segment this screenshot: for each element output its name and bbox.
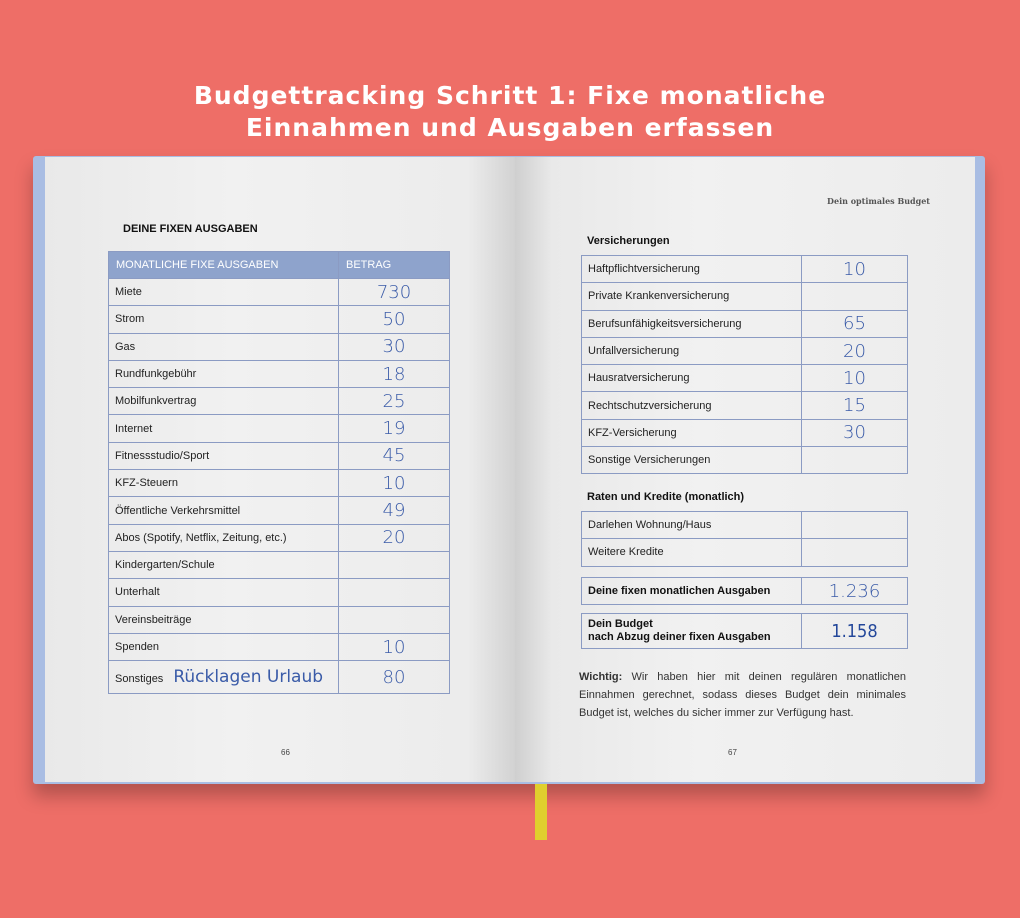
col-header-amount: BETRAG <box>339 252 450 279</box>
row-label: KFZ-Steuern <box>109 470 339 497</box>
loans-heading: Raten und Kredite (monatlich) <box>587 491 745 503</box>
row-value: 49 <box>339 497 450 524</box>
total-label: Deine fixen monatlichen Ausgaben <box>582 578 802 605</box>
col-header-expenses: MONATLICHE FIXE AUSGABEN <box>109 252 339 279</box>
total-value: 1.236 <box>802 578 908 605</box>
row-value: 50 <box>339 306 450 333</box>
table-row <box>109 360 450 387</box>
table-row <box>109 470 450 497</box>
row-label: Haftpflichtversicherung <box>582 256 802 283</box>
budget-label <box>582 614 802 649</box>
table-row <box>582 419 908 446</box>
important-note <box>579 668 906 722</box>
row-label: Unfallversicherung <box>582 337 802 364</box>
row-value: 10 <box>802 365 908 392</box>
page-number: 66 <box>281 748 290 757</box>
row-label: Private Krankenversicherung <box>582 283 802 310</box>
insurance-heading: Versicherungen <box>587 235 670 247</box>
page-number: 67 <box>728 748 737 757</box>
row-value: 18 <box>339 360 450 387</box>
table-row <box>109 551 450 578</box>
left-page <box>45 157 515 782</box>
row-label: KFZ-Versicherung <box>582 419 802 446</box>
bookmark-ribbon <box>535 784 547 840</box>
table-row <box>109 415 450 442</box>
row-label: Vereinsbeiträge <box>109 606 339 633</box>
budget-value: 1.158 <box>802 614 908 649</box>
table-row-other <box>109 661 450 694</box>
insurance-table <box>581 255 908 474</box>
table-row <box>109 333 450 360</box>
row-value: 30 <box>802 419 908 446</box>
table-row <box>582 310 908 337</box>
note-text: Wir haben hier mit deinen regulären monatlichen Einnahmen gerechnet, sodass dieses Budget dein minimales Budget ist, welches du sicher immer zur Verfügung hast. <box>579 671 906 719</box>
row-label: Rechtschutzversicherung <box>582 392 802 419</box>
table-row <box>582 512 908 539</box>
title-line-1: Budgettracking Schritt 1: Fixe monatliche <box>193 81 827 110</box>
table-row <box>109 606 450 633</box>
row-label: Mobilfunkvertrag <box>109 388 339 415</box>
row-value: 25 <box>339 388 450 415</box>
row-value: 19 <box>339 415 450 442</box>
left-heading: DEINE FIXEN AUSGABEN <box>123 223 258 235</box>
note-bold: Wichtig: <box>579 671 623 683</box>
right-page <box>515 157 975 782</box>
row-label: Kindergarten/Schule <box>109 551 339 578</box>
row-label: Öffentliche Verkehrsmittel <box>109 497 339 524</box>
other-handwritten: Rücklagen Urlaub <box>173 667 324 688</box>
table-row <box>582 256 908 283</box>
row-label: Hausratversicherung <box>582 365 802 392</box>
table-row <box>109 279 450 306</box>
running-head: Dein optimales Budget <box>827 196 930 206</box>
table-row <box>109 497 450 524</box>
row-label: Gas <box>109 333 339 360</box>
row-label: Rundfunkgebühr <box>109 360 339 387</box>
row-value: 20 <box>339 524 450 551</box>
row-value: 10 <box>339 633 450 660</box>
row-value <box>339 606 450 633</box>
loans-table <box>581 511 908 567</box>
row-label: Spenden <box>109 633 339 660</box>
row-label: Weitere Kredite <box>582 539 802 566</box>
table-row <box>109 306 450 333</box>
total-table <box>581 577 908 605</box>
table-row <box>582 447 908 474</box>
row-label: Abos (Spotify, Netflix, Zeitung, etc.) <box>109 524 339 551</box>
row-value <box>802 283 908 310</box>
table-row <box>582 283 908 310</box>
row-value: 10 <box>802 256 908 283</box>
table-row <box>582 392 908 419</box>
row-label: Darlehen Wohnung/Haus <box>582 512 802 539</box>
row-value: 45 <box>339 442 450 469</box>
table-row <box>109 388 450 415</box>
row-label: Miete <box>109 279 339 306</box>
row-value: 730 <box>339 279 450 306</box>
row-value: 20 <box>802 337 908 364</box>
row-value <box>339 551 450 578</box>
row-value: 65 <box>802 310 908 337</box>
row-value <box>802 447 908 474</box>
budget-label-2: nach Abzug deiner fixen Ausgaben <box>588 631 771 643</box>
row-value: 30 <box>339 333 450 360</box>
title-line-2: Einnahmen und Ausgaben erfassen <box>245 113 775 142</box>
table-row <box>109 524 450 551</box>
row-label: Berufsunfähigkeitsversicherung <box>582 310 802 337</box>
other-label: Sonstiges <box>115 673 164 686</box>
row-label: Fitnessstudio/Sport <box>109 442 339 469</box>
page-title <box>0 80 1020 144</box>
budget-label-1: Dein Budget <box>588 618 653 630</box>
table-row <box>582 337 908 364</box>
row-label: Internet <box>109 415 339 442</box>
row-value <box>802 512 908 539</box>
row-value <box>802 539 908 566</box>
table-row <box>109 633 450 660</box>
table-row <box>109 442 450 469</box>
row-value: 80 <box>339 661 450 694</box>
row-label: Strom <box>109 306 339 333</box>
row-value: 15 <box>802 392 908 419</box>
row-value: 10 <box>339 470 450 497</box>
budget-table <box>581 613 908 649</box>
table-row <box>582 539 908 566</box>
table-row <box>582 365 908 392</box>
row-label: Sonstige Versicherungen <box>582 447 802 474</box>
expenses-table <box>108 251 450 694</box>
row-value <box>339 579 450 606</box>
row-label: Unterhalt <box>109 579 339 606</box>
row-label <box>109 661 339 694</box>
table-row <box>109 579 450 606</box>
